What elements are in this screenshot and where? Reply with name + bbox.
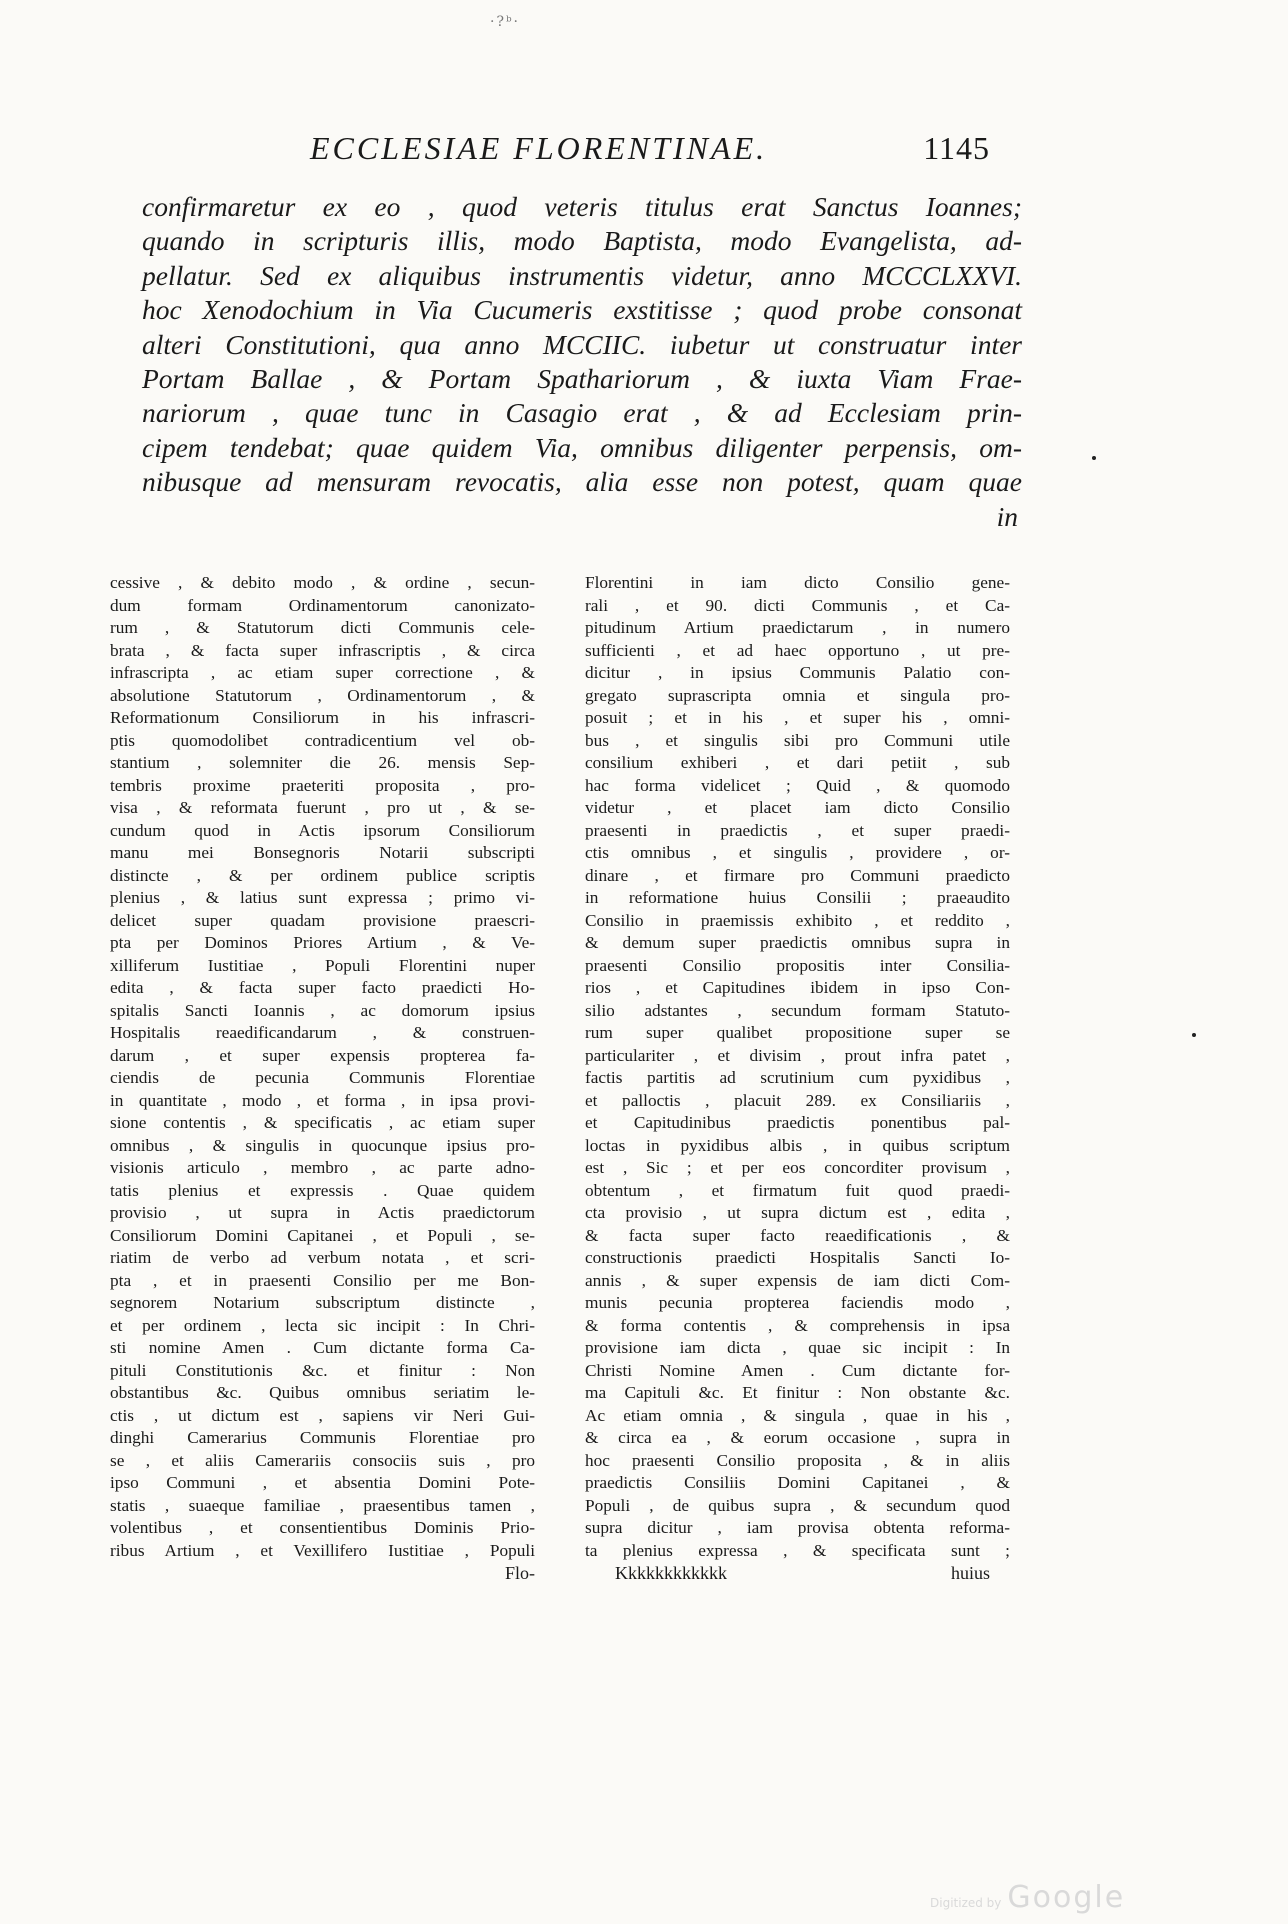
left-column-line: visa , & reformata fuerunt , pro ut , & se- [110, 798, 535, 817]
right-column-line: ta plenius expressa , & specificata sunt ; [585, 1540, 1010, 1560]
right-column-line: hoc praesenti Consilio proposita , & in aliis [585, 1450, 1010, 1470]
left-column-line: in quantitate , modo , et forma , in ipsa provi- [110, 1090, 535, 1110]
watermark-prefix: Digitized by [930, 1896, 1002, 1910]
left-column-line: volentibus , et consentientibus Dominis Prio- [110, 1518, 535, 1537]
left-column-line: pta per Dominos Priores Artium , & Ve- [110, 933, 535, 952]
ink-speck [1092, 456, 1096, 460]
left-column-footer [110, 1562, 535, 1586]
italic-line: alteri Constitutioni, qua anno MCCIIC. iubetur ut construatur inter [142, 328, 1022, 360]
left-column-line: statis , suaeque familiae , praesentibus tamen , [110, 1495, 535, 1515]
italic-line: cipem tendebat; quae quidem Via, omnibus diligenter perpensis, om- [142, 431, 1022, 463]
right-column-line: Populi , de quibus supra , & secundum quod [585, 1495, 1010, 1515]
left-column-line: dinghi Camerarius Communis Florentiae pro [110, 1428, 535, 1447]
right-column-line: hac forma videlicet ; Quid , & quomodo [585, 775, 1010, 795]
digitized-watermark [930, 1880, 1125, 1915]
left-column-line: pta , et in praesenti Consilio per me Bon- [110, 1270, 535, 1290]
left-column-line: ciendis de pecunia Communis Florentiae [110, 1068, 535, 1087]
left-column-line: manu mei Bonsegnoris Notarii subscripti [110, 843, 535, 862]
left-column-line: brata , & facta super infrascriptis , & circa [110, 640, 535, 660]
right-column-line: ctis omnibus , et singulis , providere , or- [585, 843, 1010, 862]
left-column-line: Hospitalis reaedificandarum , & construen- [110, 1023, 535, 1042]
left-column-line: riatim de verbo ad verbum notata , et scri- [110, 1248, 535, 1267]
left-column-line: segnorem Notarium subscriptum distincte , [110, 1293, 535, 1312]
left-column-line: ribus Artium , et Vexillifero Iustitiae , Populi [110, 1540, 535, 1560]
right-column-line: praedictis Consiliis Domini Capitanei , & [585, 1473, 1010, 1492]
left-column-line: darum , et super expensis propterea fa- [110, 1045, 535, 1065]
left-column-line: xilliferum Iustitiae , Populi Florentini nuper [110, 955, 535, 975]
right-column-line: supra dicitur , iam provisa obtenta reforma- [585, 1518, 1010, 1537]
right-column-line: praesenti Consilio propositis inter Consilia- [585, 955, 1010, 975]
left-column-line: provisio , ut supra in Actis praedictorum [110, 1203, 535, 1222]
right-column-line: rum super qualibet propositione super se [585, 1023, 1010, 1042]
left-column-line: edita , & facta super facto praedicti Ho- [110, 978, 535, 997]
right-column-line: ma Capituli &c. Et finitur : Non obstante &c. [585, 1383, 1010, 1402]
italic-catchword-line [142, 500, 1022, 534]
right-column-line: posuit ; et in his , et super his , omni- [585, 708, 1010, 727]
right-catchword: huius [950, 1563, 990, 1583]
right-column-line: pitudinum Artium praedictarum , in numero [585, 618, 1010, 637]
right-column-line: gregato suprascripta omnia et singula pro- [585, 685, 1010, 705]
italic-line: quando in scripturis illis, modo Baptista, modo Evangelista, ad- [142, 225, 1022, 257]
right-column-line: & facta super facto reaedificationis , & [585, 1225, 1010, 1245]
right-column-line: factis partitis ad scrutinium cum pyxidibus , [585, 1068, 1010, 1087]
right-column-line: loctas in pyxidibus albis , in quibus scriptum [585, 1135, 1010, 1155]
italic-line: pellatur. Sed ex aliquibus instrumentis videtur, anno MCCCLXXVI. [142, 259, 1022, 291]
right-column-line: et palloctis , placuit 289. ex Consiliariis , [585, 1090, 1010, 1110]
right-column-line: rali , et 90. dicti Communis , et Ca- [585, 595, 1010, 615]
left-column-line: stantium , solemniter die 26. mensis Sep- [110, 753, 535, 772]
right-column-line: & demum super praedictis omnibus supra in [585, 933, 1010, 952]
right-column-line: annis , & super expensis de iam dicti Com- [585, 1270, 1010, 1290]
left-column-line: ctis , ut dictum est , sapiens vir Neri Gui- [110, 1405, 535, 1425]
left-column-line: dum formam Ordinamentorum canonizato- [110, 595, 535, 615]
right-column-line: Christi Nomine Amen . Cum dictante for- [585, 1360, 1010, 1380]
right-column-line: sufficienti , et ad haec opportuno , ut pre- [585, 640, 1010, 660]
left-column-line: cessive , & debito modo , & ordine , secun- [110, 573, 535, 592]
right-column-line: obtentum , et firmatum fuit quod praedi- [585, 1180, 1010, 1200]
left-column-line: sione contentis , & specificatis , ac etiam super [110, 1113, 535, 1132]
italic-paragraph [142, 190, 1022, 534]
left-column-line: visionis articulo , membro , ac parte adno- [110, 1158, 535, 1177]
left-column-line: spitalis Sancti Ioannis , ac domorum ipsius [110, 1000, 535, 1020]
signature-mark: Kkkkkkkkkkkk [615, 1563, 727, 1583]
right-column-line: Ac etiam omnia , & singula , quae in his , [585, 1405, 1010, 1425]
right-column-line: praesenti in praedictis , et super praedi- [585, 820, 1010, 840]
left-column-line: ipso Communi , et absentia Domini Pote- [110, 1473, 535, 1492]
watermark-brand: Google [1007, 1880, 1126, 1915]
italic-catchword: in [996, 500, 1018, 532]
left-column-line: cundum quod in Actis ipsorum Consiliorum [110, 820, 535, 840]
right-column-line: et Capitudinibus praedictis ponentibus pal- [585, 1113, 1010, 1132]
left-column-line: pituli Constitutionis &c. et finitur : Non [110, 1360, 535, 1380]
italic-line: hoc Xenodochium in Via Cucumeris exstitisse ; quod probe consonat [142, 294, 1022, 326]
right-column-line: silio adstantes , secundum formam Statuto- [585, 1000, 1010, 1020]
left-catchword: Flo- [504, 1563, 535, 1583]
left-column-line: tembris proxime praeteriti proposita , pro- [110, 775, 535, 795]
right-column [585, 572, 1010, 1586]
italic-line: Portam Ballae , & Portam Spathariorum , & iuxta Viam Frae- [142, 362, 1022, 394]
left-column-line: ptis quomodolibet contradicentium vel ob- [110, 730, 535, 750]
running-title: ECCLESIAE FLORENTINAE. [310, 130, 768, 166]
left-column-line: omnibus , & singulis in quocunque ipsius pro- [110, 1135, 535, 1155]
right-column-line: munis pecunia propterea faciendis modo , [585, 1293, 1010, 1312]
ink-speck [1192, 1033, 1196, 1037]
right-column-line: cta provisio , ut supra dictum est , edita , [585, 1203, 1010, 1222]
italic-line: nariorum , quae tunc in Casagio erat , & ad Ecclesiam prin- [142, 397, 1022, 429]
right-column-line: dicitur , in ipsius Communis Palatio con- [585, 663, 1010, 682]
left-column-line: delicet super quadam provisione praescri- [110, 910, 535, 930]
italic-line: confirmaretur ex eo , quod veteris titulus erat Sanctus Ioannes; [142, 191, 1022, 222]
page-number: 1145 [923, 130, 990, 166]
right-column-line: rios , et Capitudines ibidem in ipso Con- [585, 978, 1010, 997]
right-column-line: Consilio in praemissis exhibito , et reddito , [585, 910, 1010, 930]
right-column-line: dinare , et firmare pro Communi praedicto [585, 865, 1010, 885]
left-column [110, 572, 535, 1586]
left-column-line: et per ordinem , lecta sic incipit : In Chri- [110, 1315, 535, 1335]
left-column-line: Reformationum Consiliorum in his infrascri- [110, 708, 535, 727]
left-column-line: se , et aliis Camerariis consociis suis , pro [110, 1450, 535, 1470]
left-column-line: Consiliorum Domini Capitanei , et Populi , se- [110, 1225, 535, 1245]
running-head [310, 130, 990, 180]
top-mark: ·?ᵇ· [490, 14, 521, 30]
right-column-line: consilium exhiberi , et dari petiit , sub [585, 753, 1010, 772]
italic-line: nibusque ad mensuram revocatis, alia esse non potest, quam quae [142, 466, 1022, 498]
right-column-line: in reformatione huius Consilii ; praeaudito [585, 888, 1010, 907]
right-column-line: particulariter , et divisim , prout infra patet , [585, 1045, 1010, 1065]
left-column-line: plenius , & latius sunt expressa ; primo vi- [110, 888, 535, 907]
left-column-line: rum , & Statutorum dicti Communis cele- [110, 618, 535, 637]
right-column-line: provisione iam dicta , quae sic incipit : In [585, 1338, 1010, 1357]
left-column-line: absolutione Statutorum , Ordinamentorum , & [110, 685, 535, 705]
right-column-line: constructionis praedicti Hospitalis Sancti Io- [585, 1248, 1010, 1267]
right-column-footer [585, 1562, 1010, 1586]
left-column-line: tatis plenius et expressis . Quae quidem [110, 1180, 535, 1200]
left-column-line: obstantibus &c. Quibus omnibus seriatim le- [110, 1383, 535, 1402]
left-column-line: distincte , & per ordinem publice scriptis [110, 865, 535, 885]
right-column-line: est , Sic ; et per eos concorditer provisum , [585, 1158, 1010, 1177]
right-column-line: videtur , et placet iam dicto Consilio [585, 798, 1010, 817]
left-column-line: sti nomine Amen . Cum dictante forma Ca- [110, 1338, 535, 1357]
right-column-line: & circa ea , & eorum occasione , supra in [585, 1428, 1010, 1447]
right-column-line: & forma contentis , & comprehensis in ipsa [585, 1315, 1010, 1335]
right-column-line: bus , et singulis sibi pro Communi utile [585, 730, 1010, 750]
left-column-line: infrascripta , ac etiam super correctione , & [110, 663, 535, 682]
right-column-line: Florentini in iam dicto Consilio gene- [585, 573, 1010, 592]
